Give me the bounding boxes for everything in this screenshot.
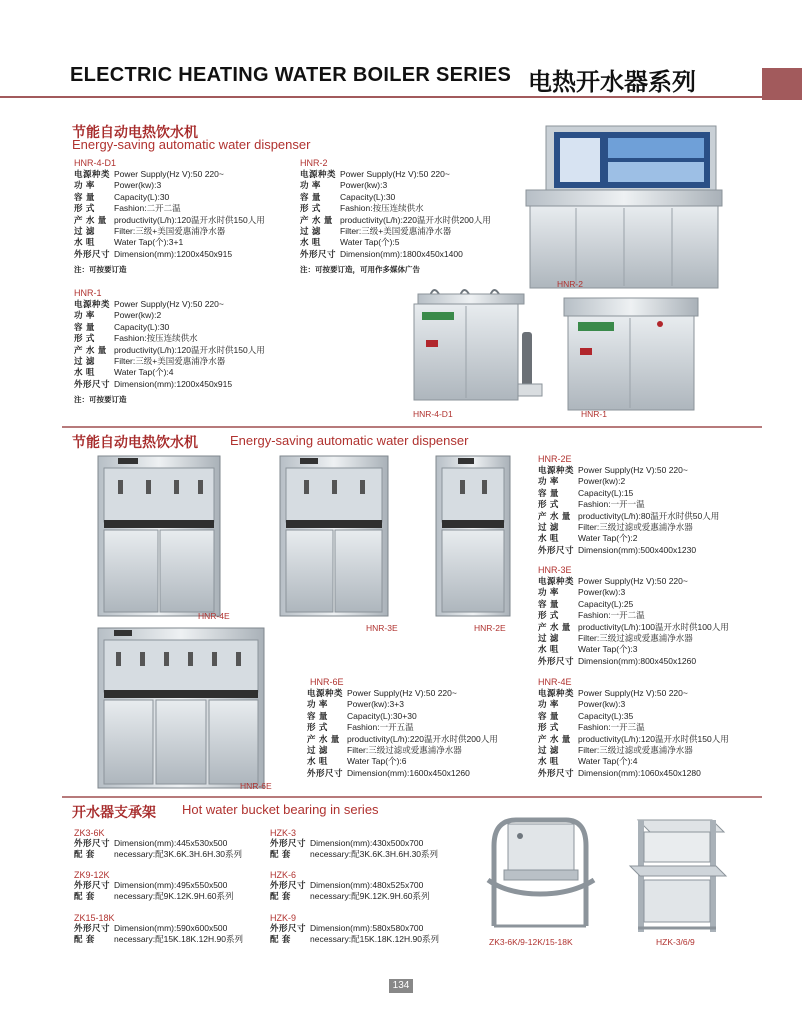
dispenser-hnr-2-illustration (516, 124, 728, 290)
stand-spec-hzk-3: HZK-3 外形尺寸 Dimension(mm):430x500x700 配 套 necessary:配3K.6K.3H.6H.30系列 (270, 828, 439, 860)
spec-row: 产 水 量 productivity(L/h):220温开水时供200人用 (300, 214, 491, 225)
spec-row: 功 率 Power(kw):3 (538, 699, 626, 710)
spec-row: 产 水 量 productivity(L/h):120温开水时供150人用 (538, 733, 729, 744)
model-label: HNR-3E (538, 565, 572, 575)
spec-row: 电源种类 Power Supply(Hz V):50 220~ (538, 688, 688, 698)
stand-spec-zk15-18k: ZK15-18K 外形尺寸 Dimension(mm):590x600x500 配 套 necessary:配15K.18K.12H.90系列 (74, 913, 243, 945)
spec-row: 外形尺寸 Dimension(mm):1200x450x915 (74, 378, 233, 389)
section1-title-en: Energy-saving automatic water dispenser (72, 137, 311, 152)
spec-block-hnr-1 (74, 299, 265, 390)
spec-row: 功 率 Power(kw):2 (538, 476, 626, 487)
stand-zk-illustration (480, 806, 600, 938)
spec-row: 产 水 量 productivity(L/h):120温开水时供150人用 (74, 214, 265, 225)
spec-row: 外形尺寸 Dimension(mm):1200x450x915 (74, 248, 233, 259)
spec-row: 水 咀 Water Tap(个):5 (300, 237, 400, 248)
spec-row: 过 滤 Filter:三级过滤或爱惠浦净水器 (538, 522, 693, 533)
caption-hnr-1: HNR-1 (581, 409, 607, 419)
spec-row: 形 式 Fashion:一开一温 (538, 499, 645, 510)
caption-hnr-4e: HNR-4E (198, 611, 230, 621)
spec-row: 容 量 Capacity(L):25 (538, 598, 634, 609)
dispenser-hnr-3e-illustration (276, 454, 394, 620)
spec-row: 电源种类 Power Supply(Hz V):50 220~ (538, 576, 688, 586)
section-divider (62, 426, 762, 428)
spec-row: 电源种类 Power Supply(Hz V):50 220~ (74, 299, 224, 309)
spec-row: 水 咀 Water Tap(个):4 (74, 367, 174, 378)
spec-row: 外形尺寸 Dimension(mm):500x400x1230 (538, 544, 697, 555)
note: 注：可按要订造 (74, 395, 127, 404)
stand-spec-hzk-6: HZK-6 外形尺寸 Dimension(mm):480x525x700 配 套 necessary:配9K.12K.9H.60系列 (270, 870, 430, 902)
stand-hzk-illustration (624, 810, 728, 936)
section2-title-zh: 节能自动电热饮水机 (72, 434, 198, 450)
spec-block-hnr-4e (538, 688, 729, 779)
spec-row: 容 量 Capacity(L):30 (74, 191, 170, 202)
model-label: HNR-4-D1 (74, 158, 117, 168)
spec-row: 功 率 Power(kw):3 (74, 180, 162, 191)
spec-row: 功 率 Power(kw):2 (74, 310, 162, 321)
caption-zk: ZK3-6K/9-12K/15-18K (489, 937, 573, 947)
dispenser-hnr-4-d1-illustration (404, 284, 546, 406)
section1-title-zh: 节能自动电热饮水机 (72, 124, 198, 140)
model-label: HNR-2 (300, 158, 328, 168)
spec-row: 形 式 Fashion:按压连续供水 (74, 333, 198, 344)
spec-row: 功 率 Power(kw):3 (300, 180, 388, 191)
spec-row: 功 率 Power(kw):3 (538, 587, 626, 598)
spec-row: 水 咀 Water Tap(个):3 (538, 644, 638, 655)
caption-hzk: HZK-3/6/9 (656, 937, 695, 947)
page-number: 134 (389, 979, 413, 993)
model-label: HNR-6E (310, 677, 344, 687)
stand-spec-zk9-12k: ZK9-12K 外形尺寸 Dimension(mm):495x550x500 配 套 necessary:配9K.12K.9H.60系列 (74, 870, 234, 902)
spec-row: 形 式 Fashion:一开三温 (538, 722, 645, 733)
spec-row: 产 水 量 productivity(L/h):100温开水时供100人用 (538, 621, 729, 632)
dispenser-hnr-2e-illustration (432, 454, 516, 620)
caption-hnr-3e: HNR-3E (366, 623, 398, 633)
spec-row: 水 咀 Water Tap(个):3+1 (74, 237, 184, 248)
spec-row: 容 量 Capacity(L):35 (538, 710, 634, 721)
caption-hnr-4-d1: HNR-4-D1 (413, 409, 453, 419)
header-accent-band (762, 68, 802, 100)
spec-row: 容 量 Capacity(L):30+30 (307, 710, 417, 721)
spec-row: 容 量 Capacity(L):30 (74, 321, 170, 332)
section-divider (62, 796, 762, 798)
dispenser-hnr-1-illustration (562, 296, 704, 414)
spec-row: 过 滤 Filter:三级过滤或爱惠浦净水器 (307, 745, 462, 756)
spec-row: 形 式 Fashion:按压连续供水 (300, 203, 424, 214)
section3-title-zh: 开水器支承架 (72, 804, 156, 820)
caption-hnr-2: HNR-2 (557, 279, 583, 289)
note: 注：可按要订造 (74, 265, 127, 274)
spec-row: 过 滤 Filter:三级+美国爱惠浦净水器 (74, 356, 226, 367)
spec-row: 产 水 量 productivity(L/h):80温开水时供50人用 (538, 510, 720, 521)
page-title-zh: 电热开水器系列 (528, 69, 696, 96)
spec-row: 形 式 Fashion:二开二温 (74, 203, 181, 214)
note: 注：可按要订造，可用作多媒体广告 (300, 265, 420, 274)
page-title-en: ELECTRIC HEATING WATER BOILER SERIES (70, 64, 512, 86)
spec-row: 形 式 Fashion:一开五温 (307, 722, 414, 733)
spec-row: 电源种类 Power Supply(Hz V):50 220~ (300, 169, 450, 179)
model-label: HNR-4E (538, 677, 572, 687)
spec-block-hnr-2e (538, 465, 719, 556)
stand-spec-hzk-9: HZK-9 外形尺寸 Dimension(mm):580x580x700 配 套 necessary:配15K.18K.12H.90系列 (270, 913, 439, 945)
spec-row: 过 滤 Filter:三级过滤或爱惠浦净水器 (538, 633, 693, 644)
spec-row: 过 滤 Filter:三级过滤或爱惠浦净水器 (538, 745, 693, 756)
spec-row: 过 滤 Filter:三级+美国爱惠浦净水器 (300, 226, 452, 237)
spec-row: 功 率 Power(kw):3+3 (307, 699, 404, 710)
caption-hnr-6e: HNR-6E (240, 781, 272, 791)
spec-row: 容 量 Capacity(L):30 (300, 191, 396, 202)
spec-block-hnr-4-d1 (74, 169, 265, 260)
spec-row: 电源种类 Power Supply(Hz V):50 220~ (307, 688, 457, 698)
spec-row: 外形尺寸 Dimension(mm):1600x450x1260 (307, 767, 470, 778)
spec-row: 容 量 Capacity(L):15 (538, 487, 634, 498)
dispenser-hnr-6e-illustration (94, 626, 270, 792)
caption-hnr-2e: HNR-2E (474, 623, 506, 633)
spec-row: 产 水 量 productivity(L/h):220温开水时供200人用 (307, 733, 498, 744)
spec-row: 外形尺寸 Dimension(mm):1060x450x1280 (538, 767, 701, 778)
spec-row: 水 咀 Water Tap(个):2 (538, 533, 638, 544)
model-label: HNR-2E (538, 454, 572, 464)
spec-row: 水 咀 Water Tap(个):4 (538, 756, 638, 767)
spec-row: 电源种类 Power Supply(Hz V):50 220~ (538, 465, 688, 475)
spec-block-hnr-3e (538, 576, 729, 667)
section3-title-en: Hot water bucket bearing in series (182, 802, 379, 817)
section2-title-en: Energy-saving automatic water dispenser (230, 433, 469, 448)
spec-row: 外形尺寸 Dimension(mm):1800x450x1400 (300, 248, 463, 259)
stand-spec-zk3-6k: ZK3-6K 外形尺寸 Dimension(mm):445x530x500 配 套 necessary:配3K.6K.3H.6H.30系列 (74, 828, 243, 860)
spec-block-hnr-2 (300, 169, 491, 260)
spec-block-hnr-6e (307, 688, 498, 779)
spec-row: 产 水 量 productivity(L/h):120温开水时供150人用 (74, 344, 265, 355)
dispenser-hnr-4e-illustration (94, 454, 228, 620)
spec-row: 水 咀 Water Tap(个):6 (307, 756, 407, 767)
spec-row: 过 滤 Filter:三级+美国爱惠浦净水器 (74, 226, 226, 237)
spec-row: 外形尺寸 Dimension(mm):800x450x1260 (538, 655, 697, 666)
spec-row: 形 式 Fashion:一开二温 (538, 610, 645, 621)
model-label: HNR-1 (74, 288, 102, 298)
spec-row: 电源种类 Power Supply(Hz V):50 220~ (74, 169, 224, 179)
